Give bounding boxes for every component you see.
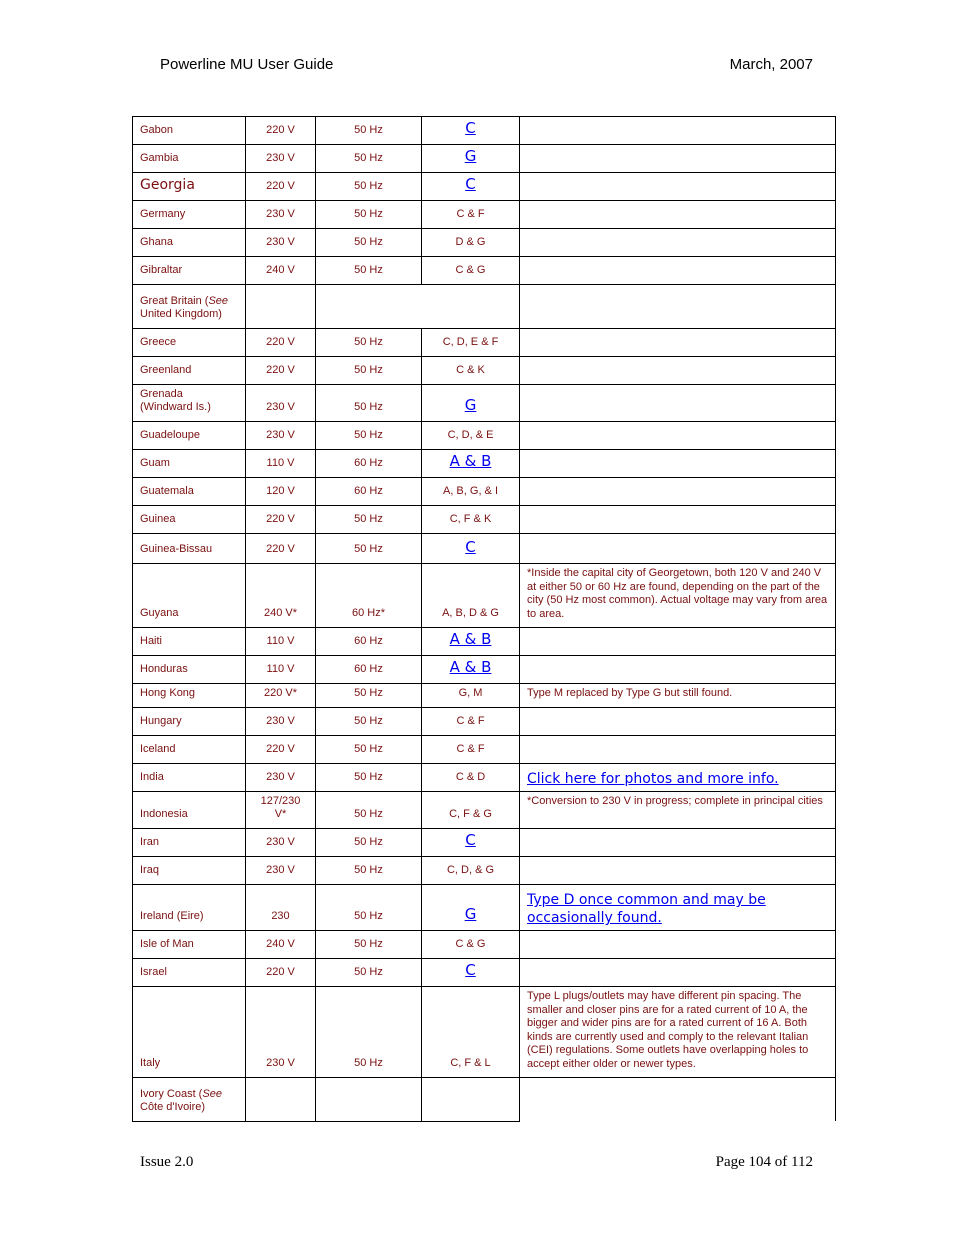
plug-type-cell [422, 385, 520, 422]
notes-cell [520, 708, 836, 736]
country-cell: Honduras [133, 656, 246, 684]
notes-cell [520, 506, 836, 534]
plug-type-cell: C & F [422, 736, 520, 764]
table-row [133, 931, 836, 959]
frequency-cell: 50 Hz [316, 829, 422, 857]
table-row [133, 385, 836, 422]
voltage-cell: 230 [246, 885, 316, 931]
plug-type-cell: C & D [422, 764, 520, 792]
plug-type-cell: C & F [422, 708, 520, 736]
plug-type-cell [422, 885, 520, 931]
country-cell: Isle of Man [133, 931, 246, 959]
table-row [133, 145, 836, 173]
frequency-cell: 50 Hz [316, 506, 422, 534]
country-cell: Ghana [133, 229, 246, 257]
country-cell: India [133, 764, 246, 792]
plug-type-cell: C, D, & E [422, 422, 520, 450]
voltage-cell: 127/230 V* [246, 792, 316, 829]
notes-cell [520, 656, 836, 684]
notes-cell [520, 145, 836, 173]
frequency-cell: 50 Hz [316, 764, 422, 792]
country-cell: Guyana [133, 564, 246, 628]
plug-type-cell: G, M [422, 684, 520, 708]
plug-type-cell [422, 628, 520, 656]
plug-type-cell [422, 959, 520, 987]
plug-type-cell [422, 117, 520, 145]
notes-cell [520, 857, 836, 885]
notes-cell: Type L plugs/outlets may have different pin spacing. The smaller and closer pins are for a rated current of 10 A, the bigger and wider pins are for a rated current of 16 A. Both kinds are currently used and comply to the relevant Italian (CEI) regulations. Some outlets have overlapping holes to accept either older or newer types. [520, 987, 836, 1078]
table-row [133, 708, 836, 736]
notes-cell: *Conversion to 230 V in progress; complete in principal cities [520, 792, 836, 829]
table-row [133, 534, 836, 564]
frequency-cell: 50 Hz [316, 257, 422, 285]
frequency-cell: 50 Hz [316, 385, 422, 422]
country-cell: Greenland [133, 357, 246, 385]
table-row [133, 450, 836, 478]
table-row [133, 764, 836, 792]
plug-type-link[interactable]: C [465, 831, 476, 849]
plug-type-cell: A, B, D & G [422, 564, 520, 628]
plug-type-cell [422, 829, 520, 857]
frequency-cell: 50 Hz [316, 173, 422, 201]
note-link[interactable]: Type D once common and may be occasionally found. [527, 892, 766, 926]
frequency-cell: 50 Hz [316, 684, 422, 708]
frequency-cell: 50 Hz [316, 145, 422, 173]
notes-cell [520, 257, 836, 285]
frequency-cell: 50 Hz [316, 117, 422, 145]
plug-type-cell [422, 450, 520, 478]
plug-type-link[interactable]: C [465, 175, 476, 193]
frequency-cell: 50 Hz [316, 708, 422, 736]
plug-table [132, 116, 836, 1122]
header-title: Powerline MU User Guide [160, 56, 334, 73]
table-row [133, 857, 836, 885]
country-cell: Guatemala [133, 478, 246, 506]
voltage-cell: 220 V [246, 534, 316, 564]
table-row [133, 257, 836, 285]
plug-type-link[interactable]: A & B [449, 630, 492, 648]
voltage-cell: 220 V [246, 959, 316, 987]
voltage-cell: 220 V* [246, 684, 316, 708]
country-cell: Guam [133, 450, 246, 478]
notes-cell [520, 385, 836, 422]
plug-type-cell: C & F [422, 201, 520, 229]
plug-type-cell [422, 173, 520, 201]
country-cell: Italy [133, 987, 246, 1078]
plug-type-cell: C, F & G [422, 792, 520, 829]
notes-cell [520, 628, 836, 656]
notes-cell [520, 959, 836, 987]
frequency-cell: 50 Hz [316, 857, 422, 885]
voltage-cell: 240 V* [246, 564, 316, 628]
plug-type-cell: C, F & K [422, 506, 520, 534]
notes-cell [520, 285, 836, 329]
country-cell: Haiti [133, 628, 246, 656]
frequency-cell: 50 Hz [316, 357, 422, 385]
frequency-cell [316, 1078, 422, 1122]
plug-type-cell: C & K [422, 357, 520, 385]
notes-cell: Type M replaced by Type G but still found. [520, 684, 836, 708]
voltage-cell: 110 V [246, 628, 316, 656]
notes-cell [520, 931, 836, 959]
voltage-cell: 240 V [246, 931, 316, 959]
frequency-cell: 50 Hz [316, 422, 422, 450]
voltage-cell: 230 V [246, 829, 316, 857]
table-row [133, 229, 836, 257]
table-row [133, 628, 836, 656]
frequency-cell: 50 Hz [316, 329, 422, 357]
plug-type-link[interactable]: C [465, 961, 476, 979]
plug-table-wrapper [132, 116, 836, 1122]
voltage-cell: 220 V [246, 173, 316, 201]
country-cell: Hungary [133, 708, 246, 736]
voltage-cell: 230 V [246, 145, 316, 173]
country-cell: Israel [133, 959, 246, 987]
table-row [133, 959, 836, 987]
frequency-cell: 60 Hz [316, 656, 422, 684]
voltage-cell: 230 V [246, 385, 316, 422]
notes-cell [520, 173, 836, 201]
plug-type-cell: C, D, E & F [422, 329, 520, 357]
table-row [133, 329, 836, 357]
table-row [133, 117, 836, 145]
frequency-cell: 50 Hz [316, 792, 422, 829]
country-cell: Iran [133, 829, 246, 857]
frequency-cell: 50 Hz [316, 931, 422, 959]
header-date: March, 2007 [729, 56, 813, 73]
plug-type-cell [422, 534, 520, 564]
voltage-cell: 230 V [246, 422, 316, 450]
country-cell [133, 173, 246, 201]
country-cell: Grenada (Windward Is.) [133, 385, 246, 422]
country-cell: Ivory Coast (See Côte d'Ivoire) [133, 1078, 246, 1122]
voltage-cell: 230 V [246, 201, 316, 229]
voltage-cell: 230 V [246, 857, 316, 885]
plug-type-cell: A, B, G, & I [422, 478, 520, 506]
notes-cell: *Inside the capital city of Georgetown, both 120 V and 240 V at either 50 or 60 Hz are found, depending on the part of the city (50 Hz most common). Actual voltage may vary from area to area. [520, 564, 836, 628]
table-row [133, 829, 836, 857]
frequency-cell: 50 Hz [316, 201, 422, 229]
plug-type-cell: C, F & L [422, 987, 520, 1078]
voltage-cell: 220 V [246, 329, 316, 357]
voltage-cell: 220 V [246, 117, 316, 145]
plug-type-cell: C & G [422, 257, 520, 285]
voltage-cell: 220 V [246, 506, 316, 534]
notes-cell [520, 229, 836, 257]
country-cell: Ireland (Eire) [133, 885, 246, 931]
country-cell: Iraq [133, 857, 246, 885]
voltage-cell: 230 V [246, 987, 316, 1078]
table-row [133, 792, 836, 829]
voltage-cell: 230 V [246, 229, 316, 257]
voltage-cell [246, 1078, 316, 1122]
table-row [133, 357, 836, 385]
frequency-cell: 50 Hz [316, 736, 422, 764]
country-cell: Indonesia [133, 792, 246, 829]
frequency-cell: 60 Hz* [316, 564, 422, 628]
voltage-cell: 220 V [246, 736, 316, 764]
plug-type-link[interactable]: A & B [449, 452, 492, 470]
plug-type-link[interactable]: G [464, 147, 477, 165]
table-row [133, 736, 836, 764]
table-row [133, 422, 836, 450]
plug-type-link[interactable]: A & B [449, 658, 492, 676]
plug-type-link[interactable]: G [464, 905, 477, 923]
country-cell: Gambia [133, 145, 246, 173]
notes-cell [520, 764, 836, 792]
country-cell: Greece [133, 329, 246, 357]
country-cell: Gabon [133, 117, 246, 145]
table-row [133, 684, 836, 708]
notes-cell [520, 534, 836, 564]
voltage-cell: 230 V [246, 708, 316, 736]
notes-cell [520, 885, 836, 931]
voltage-cell: 110 V [246, 656, 316, 684]
country-cell: Hong Kong [133, 684, 246, 708]
table-row [133, 987, 836, 1078]
notes-cell [520, 1078, 836, 1122]
notes-cell [520, 201, 836, 229]
notes-cell [520, 422, 836, 450]
plug-type-cell [422, 1078, 520, 1122]
country-cell: Iceland [133, 736, 246, 764]
voltage-cell: 110 V [246, 450, 316, 478]
table-row [133, 564, 836, 628]
notes-cell [520, 117, 836, 145]
table-row [133, 1078, 836, 1122]
frequency-cell: 50 Hz [316, 987, 422, 1078]
frequency-cell: 60 Hz [316, 478, 422, 506]
table-row [133, 506, 836, 534]
plug-type-link[interactable]: C [465, 538, 476, 556]
country-name: Georgia [140, 177, 195, 193]
table-row [133, 656, 836, 684]
frequency-cell: 50 Hz [316, 885, 422, 931]
plug-type-cell [422, 145, 520, 173]
country-cell: Great Britain (See United Kingdom) [133, 285, 246, 329]
notes-cell [520, 329, 836, 357]
table-row [133, 201, 836, 229]
voltage-cell [246, 285, 316, 329]
voltage-cell: 240 V [246, 257, 316, 285]
frequency-cell [316, 285, 520, 329]
notes-cell [520, 357, 836, 385]
notes-cell [520, 829, 836, 857]
footer-page-number: Page 104 of 112 [715, 1154, 813, 1170]
notes-cell [520, 478, 836, 506]
frequency-cell: 50 Hz [316, 959, 422, 987]
country-cell: Guadeloupe [133, 422, 246, 450]
plug-type-cell: C & G [422, 931, 520, 959]
voltage-cell: 230 V [246, 764, 316, 792]
plug-type-cell: C, D, & G [422, 857, 520, 885]
table-row [133, 173, 836, 201]
voltage-cell: 220 V [246, 357, 316, 385]
frequency-cell: 60 Hz [316, 450, 422, 478]
table-row [133, 885, 836, 931]
table-row [133, 478, 836, 506]
plug-type-link[interactable]: G [464, 396, 477, 414]
country-cell: Gibraltar [133, 257, 246, 285]
voltage-cell: 120 V [246, 478, 316, 506]
frequency-cell: 50 Hz [316, 229, 422, 257]
frequency-cell: 50 Hz [316, 534, 422, 564]
plug-type-cell [422, 656, 520, 684]
country-cell: Guinea-Bissau [133, 534, 246, 564]
notes-cell [520, 450, 836, 478]
plug-type-cell: D & G [422, 229, 520, 257]
notes-cell [520, 736, 836, 764]
footer-issue: Issue 2.0 [140, 1154, 194, 1170]
country-cell: Germany [133, 201, 246, 229]
frequency-cell: 60 Hz [316, 628, 422, 656]
table-row [133, 285, 836, 329]
plug-type-link[interactable]: C [465, 119, 476, 137]
country-cell: Guinea [133, 506, 246, 534]
more-info-link[interactable]: Click here for photos and more info. [527, 771, 779, 787]
